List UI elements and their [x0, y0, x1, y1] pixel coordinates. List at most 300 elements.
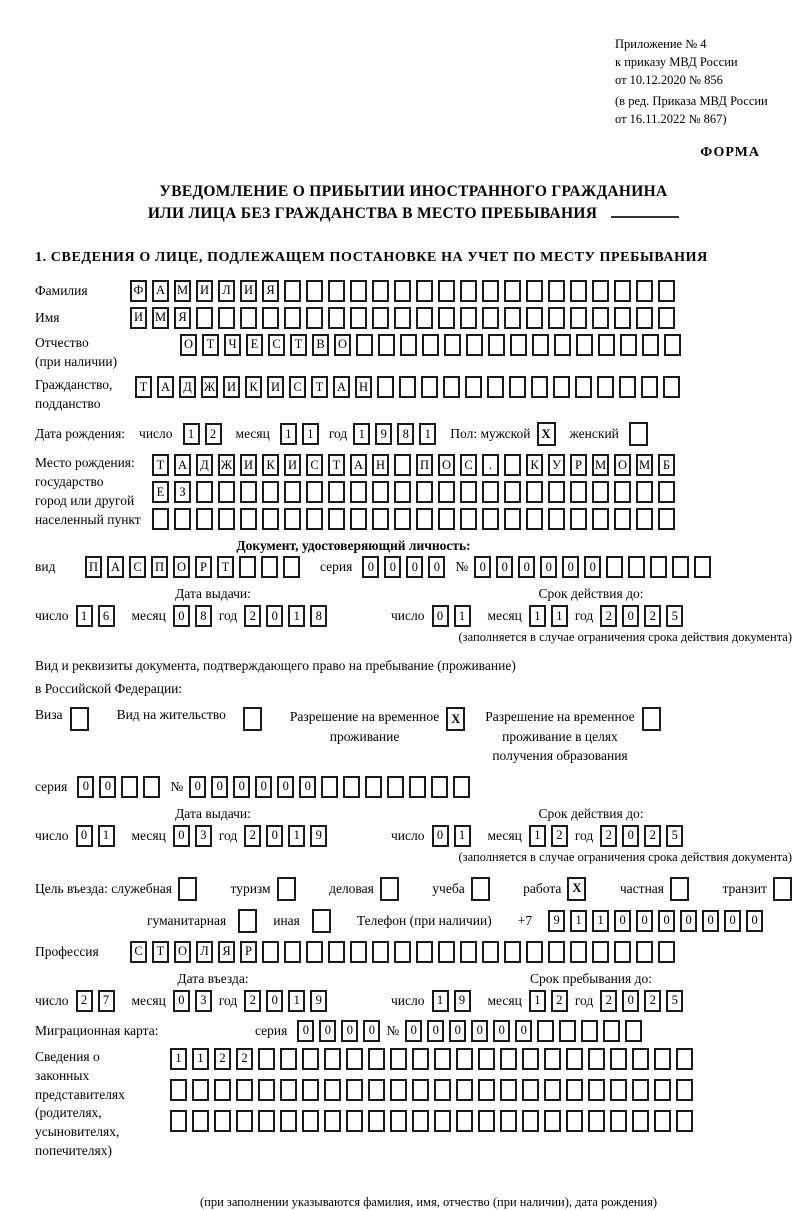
char-cell[interactable] — [658, 481, 675, 503]
char-cell[interactable] — [672, 556, 689, 578]
char-cell[interactable]: 1 — [570, 910, 587, 932]
char-cell[interactable]: Д — [179, 376, 196, 398]
char-cell[interactable]: 0 — [432, 605, 449, 627]
char-cell[interactable]: О — [334, 334, 351, 356]
checkbox-cell[interactable] — [243, 707, 262, 731]
char-cell[interactable] — [328, 508, 345, 530]
char-cell[interactable]: 6 — [98, 605, 115, 627]
char-cell[interactable] — [444, 334, 461, 356]
char-cell[interactable]: 0 — [636, 910, 653, 932]
char-cell[interactable]: 0 — [622, 990, 639, 1012]
char-cell[interactable] — [434, 1079, 451, 1101]
char-cell[interactable]: 2 — [214, 1048, 231, 1070]
char-cell[interactable] — [390, 1048, 407, 1070]
char-cell[interactable] — [196, 508, 213, 530]
char-cell[interactable] — [610, 1079, 627, 1101]
char-cell[interactable]: 0 — [233, 776, 250, 798]
char-cell[interactable]: 9 — [310, 990, 327, 1012]
char-cell[interactable] — [658, 941, 675, 963]
char-cell[interactable] — [372, 941, 389, 963]
char-cell[interactable] — [416, 307, 433, 329]
char-cell[interactable] — [416, 941, 433, 963]
char-cell[interactable] — [346, 1079, 363, 1101]
char-cell[interactable] — [412, 1110, 429, 1132]
char-cell[interactable] — [240, 481, 257, 503]
checkbox-cell[interactable] — [642, 707, 661, 731]
char-cell[interactable] — [284, 508, 301, 530]
char-cell[interactable]: 0 — [211, 776, 228, 798]
char-cell[interactable] — [350, 481, 367, 503]
char-cell[interactable] — [284, 307, 301, 329]
char-cell[interactable]: 9 — [310, 825, 327, 847]
char-cell[interactable]: Н — [355, 376, 372, 398]
checkbox-cell[interactable] — [238, 909, 257, 933]
char-cell[interactable]: 0 — [255, 776, 272, 798]
char-cell[interactable]: 9 — [454, 990, 471, 1012]
char-cell[interactable] — [306, 941, 323, 963]
checkbox-cell[interactable]: X — [446, 707, 465, 731]
char-cell[interactable]: 2 — [244, 605, 261, 627]
char-cell[interactable]: Т — [135, 376, 152, 398]
char-cell[interactable] — [482, 481, 499, 503]
char-cell[interactable] — [284, 481, 301, 503]
char-cell[interactable]: Л — [196, 941, 213, 963]
char-cell[interactable] — [636, 307, 653, 329]
char-cell[interactable]: 1 — [353, 423, 370, 445]
char-cell[interactable]: 0 — [474, 556, 491, 578]
char-cell[interactable] — [261, 556, 278, 578]
char-cell[interactable]: 2 — [244, 990, 261, 1012]
char-cell[interactable]: К — [526, 454, 543, 476]
char-cell[interactable] — [438, 307, 455, 329]
char-cell[interactable] — [324, 1048, 341, 1070]
char-cell[interactable] — [390, 1110, 407, 1132]
char-cell[interactable] — [650, 556, 667, 578]
char-cell[interactable] — [434, 1110, 451, 1132]
char-cell[interactable] — [636, 508, 653, 530]
char-cell[interactable]: Т — [290, 334, 307, 356]
char-cell[interactable]: 0 — [746, 910, 763, 932]
char-cell[interactable]: 5 — [666, 605, 683, 627]
char-cell[interactable] — [258, 1110, 275, 1132]
checkbox-cell[interactable] — [312, 909, 331, 933]
char-cell[interactable] — [676, 1079, 693, 1101]
char-cell[interactable] — [174, 508, 191, 530]
char-cell[interactable] — [394, 454, 411, 476]
char-cell[interactable] — [504, 280, 521, 302]
char-cell[interactable] — [636, 481, 653, 503]
char-cell[interactable]: 2 — [244, 825, 261, 847]
char-cell[interactable]: 0 — [189, 776, 206, 798]
char-cell[interactable] — [654, 1110, 671, 1132]
char-cell[interactable] — [453, 776, 470, 798]
checkbox-cell[interactable] — [380, 877, 399, 901]
char-cell[interactable] — [544, 1110, 561, 1132]
char-cell[interactable]: 0 — [428, 556, 445, 578]
char-cell[interactable] — [438, 941, 455, 963]
char-cell[interactable]: 0 — [299, 776, 316, 798]
char-cell[interactable] — [614, 307, 631, 329]
char-cell[interactable] — [610, 1110, 627, 1132]
char-cell[interactable] — [488, 334, 505, 356]
char-cell[interactable]: 1 — [551, 605, 568, 627]
char-cell[interactable] — [522, 1110, 539, 1132]
checkbox-cell[interactable] — [773, 877, 792, 901]
char-cell[interactable] — [365, 776, 382, 798]
char-cell[interactable] — [196, 481, 213, 503]
char-cell[interactable] — [121, 776, 138, 798]
char-cell[interactable] — [694, 556, 711, 578]
char-cell[interactable]: Т — [311, 376, 328, 398]
char-cell[interactable]: П — [151, 556, 168, 578]
char-cell[interactable] — [544, 1079, 561, 1101]
char-cell[interactable] — [302, 1048, 319, 1070]
char-cell[interactable] — [510, 334, 527, 356]
char-cell[interactable]: М — [174, 280, 191, 302]
char-cell[interactable] — [306, 280, 323, 302]
checkbox-cell[interactable] — [670, 877, 689, 901]
char-cell[interactable] — [522, 1079, 539, 1101]
char-cell[interactable] — [306, 307, 323, 329]
char-cell[interactable] — [575, 376, 592, 398]
char-cell[interactable] — [482, 280, 499, 302]
char-cell[interactable]: 2 — [551, 990, 568, 1012]
char-cell[interactable]: 0 — [173, 990, 190, 1012]
char-cell[interactable]: 7 — [98, 990, 115, 1012]
char-cell[interactable]: Д — [196, 454, 213, 476]
char-cell[interactable]: 3 — [195, 990, 212, 1012]
char-cell[interactable] — [460, 941, 477, 963]
char-cell[interactable] — [522, 1048, 539, 1070]
char-cell[interactable]: 0 — [384, 556, 401, 578]
char-cell[interactable] — [566, 1110, 583, 1132]
char-cell[interactable] — [526, 280, 543, 302]
char-cell[interactable]: Л — [218, 280, 235, 302]
char-cell[interactable] — [504, 481, 521, 503]
char-cell[interactable] — [218, 508, 235, 530]
char-cell[interactable] — [588, 1048, 605, 1070]
char-cell[interactable] — [394, 508, 411, 530]
char-cell[interactable] — [654, 1048, 671, 1070]
char-cell[interactable] — [592, 481, 609, 503]
char-cell[interactable] — [526, 508, 543, 530]
char-cell[interactable]: 1 — [288, 825, 305, 847]
char-cell[interactable] — [240, 307, 257, 329]
char-cell[interactable] — [482, 508, 499, 530]
char-cell[interactable]: 1 — [192, 1048, 209, 1070]
char-cell[interactable] — [676, 1110, 693, 1132]
char-cell[interactable]: А — [174, 454, 191, 476]
char-cell[interactable]: 0 — [277, 776, 294, 798]
char-cell[interactable]: М — [636, 454, 653, 476]
char-cell[interactable]: 0 — [77, 776, 94, 798]
char-cell[interactable]: 0 — [173, 825, 190, 847]
char-cell[interactable] — [394, 941, 411, 963]
char-cell[interactable]: О — [614, 454, 631, 476]
char-cell[interactable] — [258, 1048, 275, 1070]
char-cell[interactable] — [328, 481, 345, 503]
char-cell[interactable]: Р — [570, 454, 587, 476]
checkbox-cell[interactable] — [629, 422, 648, 446]
char-cell[interactable] — [412, 1079, 429, 1101]
char-cell[interactable]: 1 — [76, 605, 93, 627]
char-cell[interactable] — [324, 1110, 341, 1132]
char-cell[interactable]: И — [284, 454, 301, 476]
char-cell[interactable] — [280, 1110, 297, 1132]
char-cell[interactable] — [239, 556, 256, 578]
char-cell[interactable] — [409, 776, 426, 798]
char-cell[interactable] — [570, 481, 587, 503]
char-cell[interactable] — [676, 1048, 693, 1070]
char-cell[interactable]: 1 — [454, 605, 471, 627]
char-cell[interactable] — [548, 508, 565, 530]
char-cell[interactable] — [460, 307, 477, 329]
char-cell[interactable] — [654, 1079, 671, 1101]
char-cell[interactable] — [421, 376, 438, 398]
char-cell[interactable] — [192, 1110, 209, 1132]
char-cell[interactable]: О — [438, 454, 455, 476]
char-cell[interactable] — [280, 1048, 297, 1070]
char-cell[interactable]: 1 — [170, 1048, 187, 1070]
char-cell[interactable] — [214, 1079, 231, 1101]
char-cell[interactable] — [465, 376, 482, 398]
char-cell[interactable] — [664, 334, 681, 356]
char-cell[interactable] — [598, 334, 615, 356]
checkbox-cell[interactable] — [70, 707, 89, 731]
char-cell[interactable] — [478, 1079, 495, 1101]
char-cell[interactable]: 0 — [432, 825, 449, 847]
char-cell[interactable] — [372, 280, 389, 302]
char-cell[interactable] — [394, 307, 411, 329]
char-cell[interactable]: М — [592, 454, 609, 476]
char-cell[interactable] — [478, 1048, 495, 1070]
char-cell[interactable] — [236, 1079, 253, 1101]
char-cell[interactable]: 0 — [493, 1020, 510, 1042]
char-cell[interactable]: С — [306, 454, 323, 476]
char-cell[interactable] — [632, 1110, 649, 1132]
char-cell[interactable] — [196, 307, 213, 329]
char-cell[interactable] — [592, 280, 609, 302]
char-cell[interactable]: 9 — [375, 423, 392, 445]
char-cell[interactable] — [566, 1079, 583, 1101]
char-cell[interactable] — [482, 941, 499, 963]
char-cell[interactable] — [280, 1079, 297, 1101]
char-cell[interactable]: 2 — [644, 605, 661, 627]
char-cell[interactable] — [614, 481, 631, 503]
char-cell[interactable]: Б — [658, 454, 675, 476]
checkbox-cell[interactable]: X — [537, 422, 556, 446]
char-cell[interactable] — [548, 307, 565, 329]
char-cell[interactable]: А — [333, 376, 350, 398]
char-cell[interactable]: 0 — [680, 910, 697, 932]
char-cell[interactable] — [262, 941, 279, 963]
char-cell[interactable]: С — [129, 556, 146, 578]
char-cell[interactable]: . — [482, 454, 499, 476]
char-cell[interactable]: 1 — [288, 990, 305, 1012]
char-cell[interactable] — [592, 307, 609, 329]
char-cell[interactable]: 5 — [666, 990, 683, 1012]
char-cell[interactable] — [324, 1079, 341, 1101]
char-cell[interactable]: 0 — [471, 1020, 488, 1042]
char-cell[interactable]: 0 — [449, 1020, 466, 1042]
char-cell[interactable]: 2 — [236, 1048, 253, 1070]
char-cell[interactable] — [658, 280, 675, 302]
char-cell[interactable] — [614, 941, 631, 963]
char-cell[interactable] — [236, 1110, 253, 1132]
char-cell[interactable]: 3 — [195, 825, 212, 847]
char-cell[interactable] — [390, 1079, 407, 1101]
char-cell[interactable] — [456, 1079, 473, 1101]
char-cell[interactable]: И — [240, 454, 257, 476]
char-cell[interactable]: И — [223, 376, 240, 398]
char-cell[interactable] — [592, 941, 609, 963]
char-cell[interactable]: 2 — [600, 825, 617, 847]
char-cell[interactable]: 8 — [397, 423, 414, 445]
char-cell[interactable] — [614, 280, 631, 302]
char-cell[interactable] — [504, 454, 521, 476]
char-cell[interactable]: 0 — [562, 556, 579, 578]
char-cell[interactable] — [214, 1110, 231, 1132]
char-cell[interactable]: 2 — [644, 825, 661, 847]
char-cell[interactable]: 0 — [406, 556, 423, 578]
char-cell[interactable]: 0 — [515, 1020, 532, 1042]
char-cell[interactable] — [346, 1110, 363, 1132]
char-cell[interactable] — [531, 376, 548, 398]
char-cell[interactable]: И — [240, 280, 257, 302]
char-cell[interactable]: Р — [240, 941, 257, 963]
checkbox-cell[interactable]: X — [567, 877, 586, 901]
char-cell[interactable]: 0 — [584, 556, 601, 578]
char-cell[interactable] — [328, 307, 345, 329]
char-cell[interactable]: 8 — [310, 605, 327, 627]
char-cell[interactable] — [636, 280, 653, 302]
char-cell[interactable] — [434, 1048, 451, 1070]
char-cell[interactable] — [526, 481, 543, 503]
char-cell[interactable]: И — [267, 376, 284, 398]
char-cell[interactable]: И — [130, 307, 147, 329]
char-cell[interactable] — [478, 1110, 495, 1132]
char-cell[interactable] — [566, 1048, 583, 1070]
char-cell[interactable] — [592, 508, 609, 530]
char-cell[interactable] — [663, 376, 680, 398]
char-cell[interactable]: 0 — [266, 605, 283, 627]
char-cell[interactable] — [570, 941, 587, 963]
char-cell[interactable]: 0 — [405, 1020, 422, 1042]
char-cell[interactable]: Я — [262, 280, 279, 302]
char-cell[interactable] — [588, 1110, 605, 1132]
char-cell[interactable] — [603, 1020, 620, 1042]
char-cell[interactable] — [438, 481, 455, 503]
char-cell[interactable]: Т — [152, 941, 169, 963]
char-cell[interactable] — [302, 1079, 319, 1101]
char-cell[interactable]: 0 — [518, 556, 535, 578]
char-cell[interactable]: 1 — [454, 825, 471, 847]
char-cell[interactable]: 0 — [622, 605, 639, 627]
char-cell[interactable]: Т — [202, 334, 219, 356]
char-cell[interactable] — [240, 508, 257, 530]
char-cell[interactable] — [460, 280, 477, 302]
char-cell[interactable]: Р — [195, 556, 212, 578]
char-cell[interactable]: 1 — [288, 605, 305, 627]
char-cell[interactable] — [416, 481, 433, 503]
char-cell[interactable] — [504, 508, 521, 530]
char-cell[interactable]: А — [152, 280, 169, 302]
char-cell[interactable] — [283, 556, 300, 578]
char-cell[interactable] — [576, 334, 593, 356]
char-cell[interactable] — [548, 280, 565, 302]
char-cell[interactable]: А — [107, 556, 124, 578]
char-cell[interactable] — [377, 376, 394, 398]
char-cell[interactable]: 0 — [319, 1020, 336, 1042]
char-cell[interactable] — [500, 1110, 517, 1132]
char-cell[interactable]: 0 — [496, 556, 513, 578]
char-cell[interactable] — [554, 334, 571, 356]
char-cell[interactable]: 2 — [76, 990, 93, 1012]
char-cell[interactable]: М — [152, 307, 169, 329]
char-cell[interactable] — [658, 307, 675, 329]
char-cell[interactable] — [658, 508, 675, 530]
char-cell[interactable] — [526, 941, 543, 963]
char-cell[interactable]: 1 — [529, 605, 546, 627]
char-cell[interactable]: 0 — [173, 605, 190, 627]
checkbox-cell[interactable] — [277, 877, 296, 901]
char-cell[interactable]: С — [130, 941, 147, 963]
char-cell[interactable] — [548, 481, 565, 503]
checkbox-cell[interactable] — [471, 877, 490, 901]
char-cell[interactable]: 1 — [302, 423, 319, 445]
char-cell[interactable]: 1 — [529, 990, 546, 1012]
char-cell[interactable]: Е — [152, 481, 169, 503]
char-cell[interactable]: Ж — [201, 376, 218, 398]
char-cell[interactable]: О — [180, 334, 197, 356]
char-cell[interactable]: П — [85, 556, 102, 578]
char-cell[interactable] — [372, 307, 389, 329]
char-cell[interactable]: Я — [174, 307, 191, 329]
char-cell[interactable] — [306, 508, 323, 530]
char-cell[interactable]: 0 — [702, 910, 719, 932]
char-cell[interactable]: 1 — [529, 825, 546, 847]
char-cell[interactable] — [350, 307, 367, 329]
char-cell[interactable] — [422, 334, 439, 356]
char-cell[interactable]: О — [173, 556, 190, 578]
char-cell[interactable]: 0 — [76, 825, 93, 847]
char-cell[interactable] — [350, 280, 367, 302]
char-cell[interactable]: 9 — [548, 910, 565, 932]
char-cell[interactable] — [394, 280, 411, 302]
char-cell[interactable] — [378, 334, 395, 356]
char-cell[interactable]: 0 — [266, 990, 283, 1012]
char-cell[interactable] — [262, 508, 279, 530]
char-cell[interactable]: 0 — [341, 1020, 358, 1042]
char-cell[interactable] — [412, 1048, 429, 1070]
char-cell[interactable] — [416, 280, 433, 302]
char-cell[interactable] — [460, 481, 477, 503]
char-cell[interactable] — [636, 941, 653, 963]
char-cell[interactable] — [610, 1048, 627, 1070]
char-cell[interactable]: Ф — [130, 280, 147, 302]
char-cell[interactable] — [302, 1110, 319, 1132]
char-cell[interactable] — [466, 334, 483, 356]
char-cell[interactable] — [258, 1079, 275, 1101]
char-cell[interactable]: 2 — [551, 825, 568, 847]
char-cell[interactable] — [372, 508, 389, 530]
char-cell[interactable] — [456, 1110, 473, 1132]
char-cell[interactable] — [143, 776, 160, 798]
char-cell[interactable]: 1 — [280, 423, 297, 445]
char-cell[interactable] — [597, 376, 614, 398]
char-cell[interactable] — [614, 508, 631, 530]
char-cell[interactable]: Е — [246, 334, 263, 356]
